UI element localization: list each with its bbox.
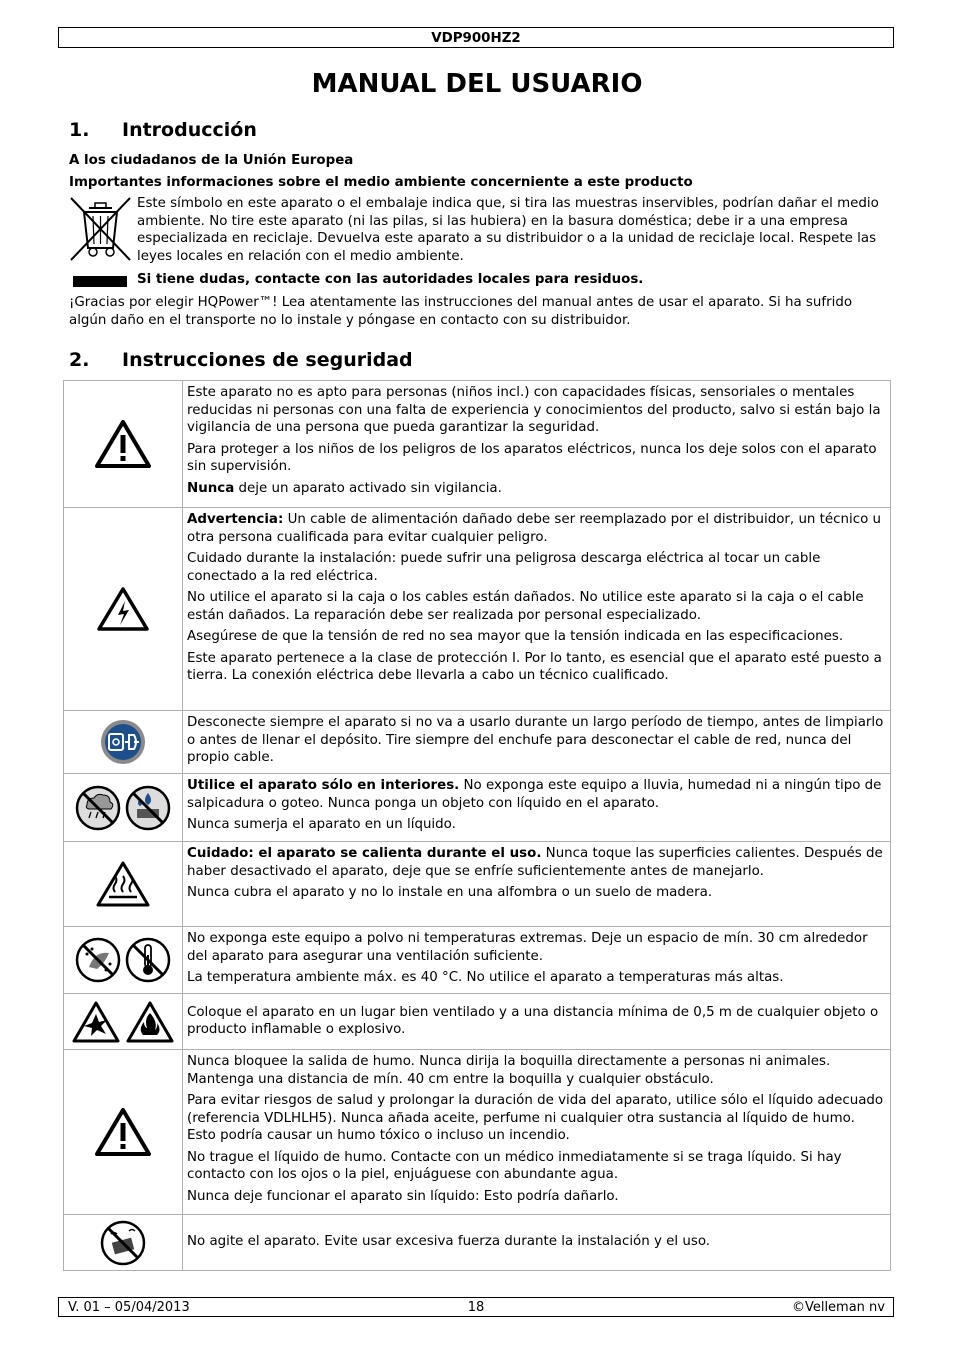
weee-underline-bar <box>73 276 127 287</box>
hot-surface-icon <box>95 877 151 892</box>
no-extreme-temperature-icon <box>125 953 171 968</box>
section-number: 2. <box>69 349 90 371</box>
eu-citizens-heading: A los ciudadanos de la Unión Europea <box>69 153 354 168</box>
paragraph: Coloque el aparato en un lugar bien ventilado y a una distancia mínima de 0,5 m de cualquier objeto o producto inflamable o explosivo. <box>187 1004 879 1037</box>
paragraph-rest: No exponga este equipo a lluvia, humedad ni a ningún tipo de salpicadura o goteo. Nunca ponga un objeto con líquido en el aparato. <box>187 778 882 811</box>
icon-cell <box>64 1050 183 1215</box>
paragraph: Nunca deje funcionar el aparato sin líquido: Esto podría dañarlo. <box>187 1188 619 1204</box>
disconnect-plug-icon <box>100 735 146 750</box>
table-row <box>64 1050 891 1215</box>
icon-cell <box>64 508 183 711</box>
paragraph-rest: Nunca toque las superficies calientes. Después de haber desactivado el aparato, deje que se enfríe suficientemente antes de manejarlo. <box>187 846 883 879</box>
bold-lead: Utilice el aparato sólo en interiores. <box>187 778 460 793</box>
footer-page-number: 18 <box>467 1300 485 1315</box>
text-cell <box>183 1050 891 1215</box>
paragraph: No exponga este equipo a polvo ni temperaturas extremas. Deje un espacio de mín. 30 cm alrededor del aparato para asegurar una ventilación suficiente. <box>187 931 868 964</box>
text-cell <box>183 927 891 994</box>
weee-contact-note: Si tiene dudas, contacte con las autoridades locales para residuos. <box>137 272 644 287</box>
warning-triangle-icon <box>94 1125 152 1140</box>
text-cell <box>183 994 891 1050</box>
text-cell <box>183 774 891 842</box>
paragraph-rest: deje un aparato activado sin vigilancia. <box>234 480 502 496</box>
warning-triangle-icon <box>94 437 152 452</box>
paragraph: Asegúrese de que la tensión de red no sea mayor que la tensión indicada en las especificaciones. <box>187 629 844 644</box>
icon-cell <box>64 711 183 774</box>
paragraph <box>187 511 886 546</box>
table-row <box>64 381 891 508</box>
text-cell <box>183 508 891 711</box>
table-row <box>64 711 891 774</box>
paragraph: Este aparato pertenece a la clase de protección I. Por lo tanto, es esencial que el aparato esté puesto a tierra. La conexión eléctrica debe llevarla a cabo un técnico cualificado. <box>187 650 882 683</box>
text-cell <box>183 381 891 508</box>
text-cell <box>183 1215 891 1271</box>
table-row <box>64 774 891 842</box>
section-heading-seguridad <box>69 348 413 372</box>
section-heading-introduccion <box>69 118 257 142</box>
paragraph: Nunca sumerja el aparato en un líquido. <box>187 817 456 832</box>
electric-shock-icon <box>96 602 150 617</box>
icon-cell <box>64 381 183 508</box>
no-shaking-icon <box>100 1236 146 1251</box>
text-cell <box>183 842 891 927</box>
paragraph: Nunca cubra el aparato y no lo instale en una alfombra o un suelo de madera. <box>187 885 713 900</box>
thanks-paragraph: ¡Gracias por elegir HQPower™! Lea atentamente las instrucciones del manual antes de usar el aparato. Si ha sufrido algún daño en el transporte no lo instale y póngase en contacto con su distribuidor. <box>69 295 853 328</box>
environment-heading: Importantes informaciones sobre el medio ambiente concerniente a este producto <box>69 175 693 190</box>
icon-cell <box>64 842 183 927</box>
no-rain-icon <box>75 801 125 816</box>
table-row <box>64 994 891 1050</box>
table-row <box>64 1215 891 1271</box>
paragraph: Nunca bloquee la salida de humo. Nunca dirija la boquilla directamente a personas ni animales. Mantenga una distancia de mín. 40 cm entre la boquilla y cualquier obstáculo. <box>187 1054 831 1087</box>
page-footer <box>58 1297 894 1317</box>
footer-version: V. 01 – 05/04/2013 <box>68 1300 190 1315</box>
paragraph: Cuidado durante la instalación: puede sufrir una peligrosa descarga eléctrica al tocar un cable conectado a la red eléctrica. <box>187 551 821 584</box>
flammable-warning-icon <box>125 1015 175 1030</box>
table-row <box>64 508 891 711</box>
table-row <box>64 842 891 927</box>
paragraph <box>187 777 886 812</box>
section-number: 1. <box>69 119 90 141</box>
paragraph: No utilice el aparato si la caja o los cables están dañados. No utilice este aparato si la caja o el cable están dañados. La reparación debe ser realizada por personal especializado. <box>187 590 864 623</box>
paragraph: Para proteger a los niños de los peligros de los aparatos eléctricos, nunca los deje solos con el aparato sin supervisión. <box>187 441 877 474</box>
explosive-warning-icon <box>71 1015 125 1030</box>
footer-copyright: ©Velleman nv <box>791 1300 885 1315</box>
bold-lead: Nunca <box>187 480 235 496</box>
paragraph: Este aparato no es apto para personas (niños incl.) con capacidades físicas, sensoriales o mentales reducidas ni personas con una falta de experiencia y conocimientos del producto, salvo si están bajo la vigilancia de una persona que pueda garantizar la seguridad. <box>187 385 881 435</box>
safety-table <box>63 380 891 1271</box>
bold-lead: Cuidado: el aparato se calienta durante el uso. <box>187 846 542 861</box>
paragraph: Desconecte siempre el aparato si no va a usarlo durante un largo período de tiempo, antes de limpiarlo o antes de llenar el depósito. Tire siempre del enchufe para desconectar el cable de red, nunca del propio cable. <box>187 715 884 765</box>
bold-lead: Advertencia: <box>187 512 284 527</box>
paragraph: No agite el aparato. Evite usar excesiva fuerza durante la instalación y el uso. <box>187 1234 711 1250</box>
paragraph-rest: Un cable de alimentación dañado debe ser reemplazado por el distribuidor, un técnico u otra persona cualificada para evitar cualquier peligro. <box>187 512 882 545</box>
section-title: Instrucciones de seguridad <box>122 349 413 371</box>
paragraph <box>187 480 886 498</box>
text-cell <box>183 711 891 774</box>
icon-cell <box>64 994 183 1050</box>
paragraph: La temperatura ambiente máx. es 40 °C. No utilice el aparato a temperaturas más altas. <box>187 970 784 985</box>
weee-paragraph: Este símbolo en este aparato o el embalaje indica que, si tira las muestras inservibles, podrían dañar el medio ambiente. No tire este aparato (ni las pilas, si las hubiera) en la basura doméstica; debe ir a una empresa especializada en reciclaje. Devuelva este aparato a su distribuidor o a la unidad de reciclaje local. Respete las leyes locales en relación con el medio ambiente. <box>137 196 879 264</box>
no-liquid-icon <box>125 801 171 816</box>
icon-cell <box>64 774 183 842</box>
icon-cell <box>64 1215 183 1271</box>
header-model: VDP900HZ2 <box>58 27 894 48</box>
paragraph: Para evitar riesgos de salud y prolongar la duración de vida del aparato, utilice sólo el líquido adecuado (referencia VDLHLH5). Nunca añada aceite, perfume ni cualquier otra sustancia al líquido de humo. Esto podría causar un humo tóxico o incluso un incendio. <box>187 1093 884 1143</box>
page-title: MANUAL DEL USUARIO <box>311 69 643 99</box>
paragraph: No trague el líquido de humo. Contacte con un médico inmediatamente si se traga líquido. Si hay contacto con los ojos o la piel, enjuáguese con abundante agua. <box>187 1149 842 1182</box>
icon-cell <box>64 927 183 994</box>
table-row <box>64 927 891 994</box>
section-title: Introducción <box>122 119 257 141</box>
paragraph <box>187 845 886 880</box>
weee-bin-icon <box>69 196 132 262</box>
no-dust-icon <box>75 953 125 968</box>
